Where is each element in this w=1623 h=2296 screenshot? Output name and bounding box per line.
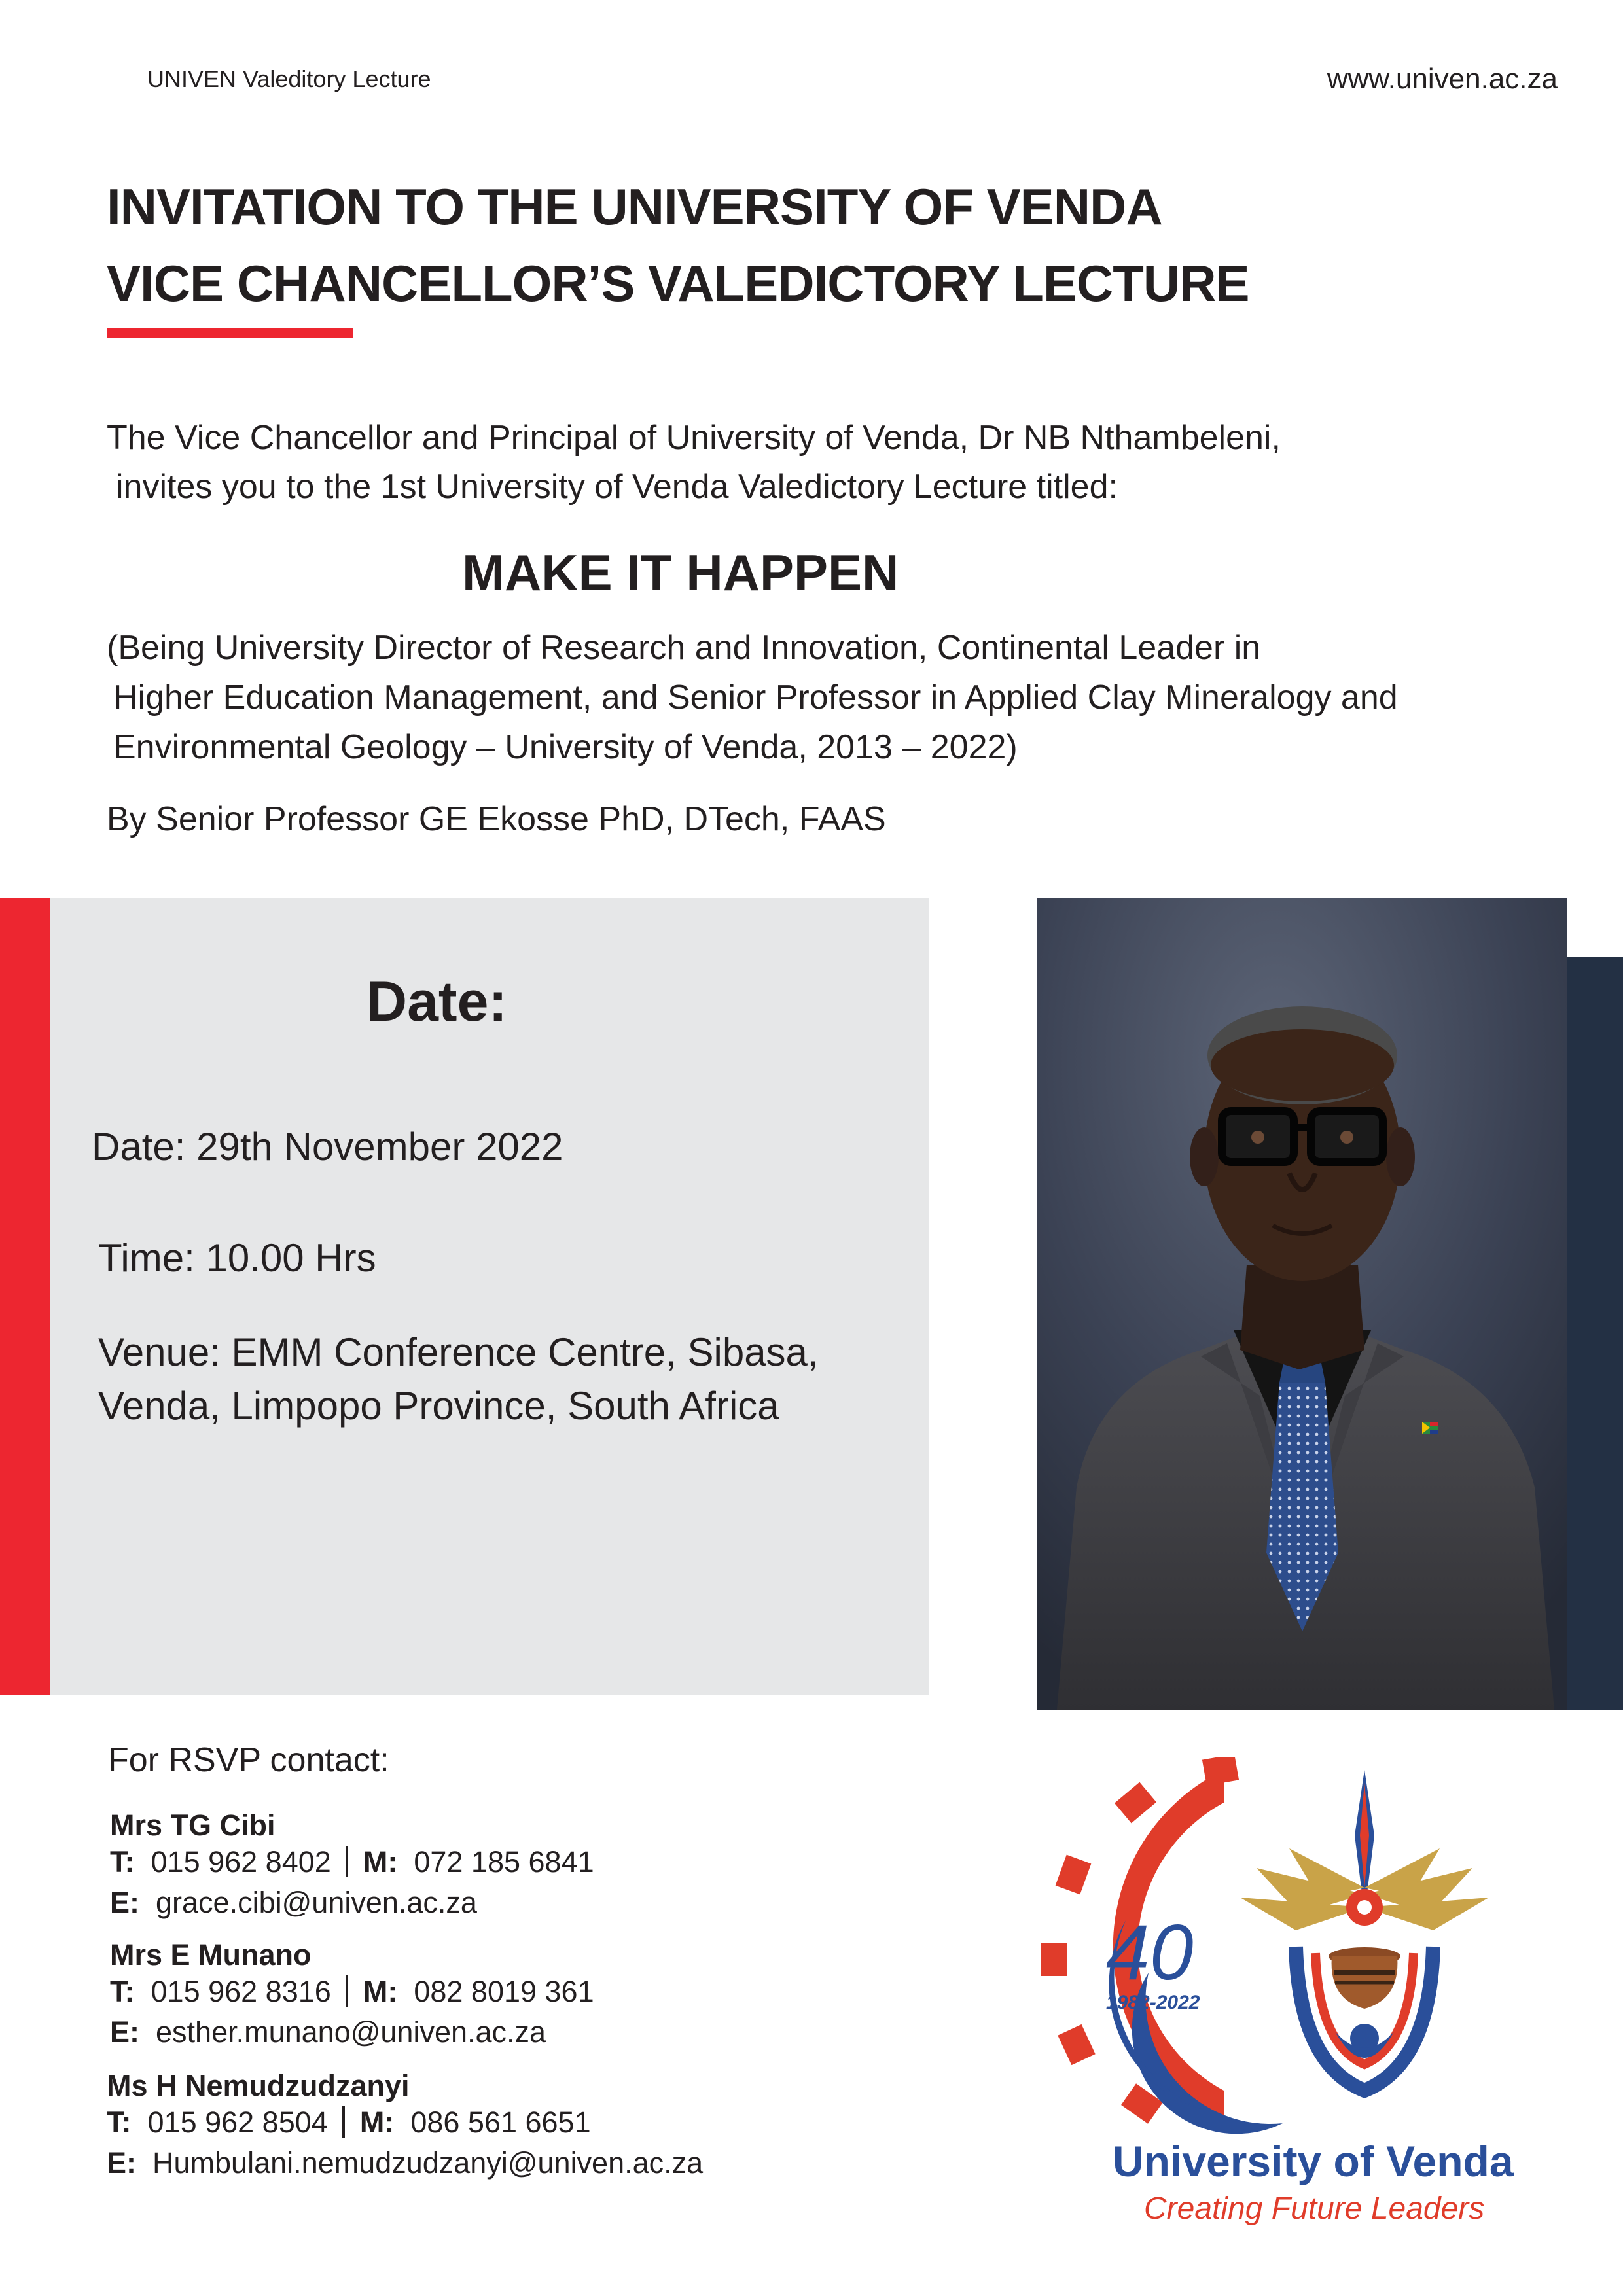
lecture-title: MAKE IT HAPPEN bbox=[462, 544, 899, 601]
email-label: E: bbox=[107, 2146, 136, 2180]
logo-number: 40 bbox=[1106, 1909, 1194, 1996]
contact-name: Ms H Nemudzudzanyi bbox=[107, 2069, 410, 2102]
logo-university-name: University of Venda bbox=[1113, 2137, 1514, 2185]
mobile-label: M: bbox=[363, 1845, 398, 1879]
contact-tel[interactable]: 015 962 8402 bbox=[151, 1845, 331, 1879]
phone-separator bbox=[342, 2106, 345, 2138]
subtitle-line-1: (Being University Director of Research and Innovation, Continental Leader in bbox=[107, 629, 1261, 667]
lecture-subtitle bbox=[107, 623, 1398, 772]
phone-separator bbox=[346, 1975, 348, 2007]
subtitle-line-3: Environmental Geology – University of Venda, 2013 – 2022) bbox=[113, 728, 1018, 766]
contact-email-row bbox=[110, 1884, 594, 1921]
contact-tel[interactable]: 015 962 8316 bbox=[151, 1975, 331, 2008]
website-link[interactable]: www.univen.ac.za bbox=[1327, 63, 1558, 95]
contact-phones bbox=[107, 2104, 703, 2141]
venue-line-1: Venue: EMM Conference Centre, Sibasa, bbox=[98, 1330, 819, 1374]
page-title bbox=[107, 169, 1249, 322]
logo-motto: Creating Future Leaders bbox=[1144, 2191, 1485, 2226]
contact-email[interactable]: esther.munano@univen.ac.za bbox=[156, 2015, 546, 2049]
event-date: Date: 29th November 2022 bbox=[92, 1125, 563, 1169]
tel-label: T: bbox=[110, 1845, 135, 1879]
contact-email-row bbox=[110, 2014, 594, 2051]
rsvp-contact bbox=[107, 2068, 703, 2181]
speaker-portrait bbox=[1037, 898, 1567, 1710]
intro-paragraph bbox=[107, 414, 1281, 512]
contact-phones bbox=[110, 1973, 594, 2010]
rsvp-contact bbox=[110, 1937, 594, 2051]
contact-phones bbox=[110, 1844, 594, 1881]
mobile-label: M: bbox=[359, 2106, 395, 2139]
email-label: E: bbox=[110, 1886, 139, 1919]
rsvp-contact bbox=[110, 1807, 594, 1921]
title-underline bbox=[107, 328, 353, 338]
contact-email[interactable]: Humbulani.nemudzudzanyi@univen.ac.za bbox=[152, 2146, 704, 2180]
event-venue bbox=[98, 1326, 819, 1433]
navy-accent-block bbox=[1567, 957, 1623, 1710]
mobile-label: M: bbox=[363, 1975, 398, 2008]
venue-line-2: Venda, Limpopo Province, South Africa bbox=[98, 1384, 779, 1428]
contact-email[interactable]: grace.cibi@univen.ac.za bbox=[156, 1886, 477, 1919]
subtitle-line-2: Higher Education Management, and Senior Professor in Applied Clay Mineralogy and bbox=[113, 679, 1398, 716]
accent-bar bbox=[0, 898, 50, 1695]
details-heading: Date: bbox=[366, 970, 508, 1033]
email-label: E: bbox=[110, 2015, 139, 2049]
contact-mobile[interactable]: 072 185 6841 bbox=[414, 1845, 594, 1879]
contact-tel[interactable]: 015 962 8504 bbox=[147, 2106, 328, 2139]
contact-mobile[interactable]: 086 561 6651 bbox=[410, 2106, 591, 2139]
contact-name: Mrs TG Cibi bbox=[110, 1809, 276, 1842]
intro-line-2: invites you to the 1st University of Venda Valedictory Lecture titled: bbox=[116, 468, 1118, 506]
title-line-2: VICE CHANCELLOR’S VALEDICTORY LECTURE bbox=[107, 255, 1249, 312]
rsvp-heading: For RSVP contact: bbox=[108, 1741, 389, 1779]
logo-years: 1982-2022 bbox=[1106, 1992, 1200, 2013]
contact-email-row bbox=[107, 2145, 703, 2181]
intro-line-1: The Vice Chancellor and Principal of University of Venda, Dr NB Nthambeleni, bbox=[107, 419, 1281, 457]
title-line-1: INVITATION TO THE UNIVERSITY OF VENDA bbox=[107, 178, 1162, 236]
phone-separator bbox=[346, 1846, 348, 1877]
tel-label: T: bbox=[107, 2106, 132, 2139]
tel-label: T: bbox=[110, 1975, 135, 2008]
contact-mobile[interactable]: 082 8019 361 bbox=[414, 1975, 594, 2008]
event-time: Time: 10.00 Hrs bbox=[98, 1236, 376, 1280]
speaker-line: By Senior Professor GE Ekosse PhD, DTech, FAAS bbox=[107, 800, 886, 838]
contact-name: Mrs E Munano bbox=[110, 1938, 312, 1971]
header-left-text: UNIVEN Valeditory Lecture bbox=[147, 65, 431, 92]
